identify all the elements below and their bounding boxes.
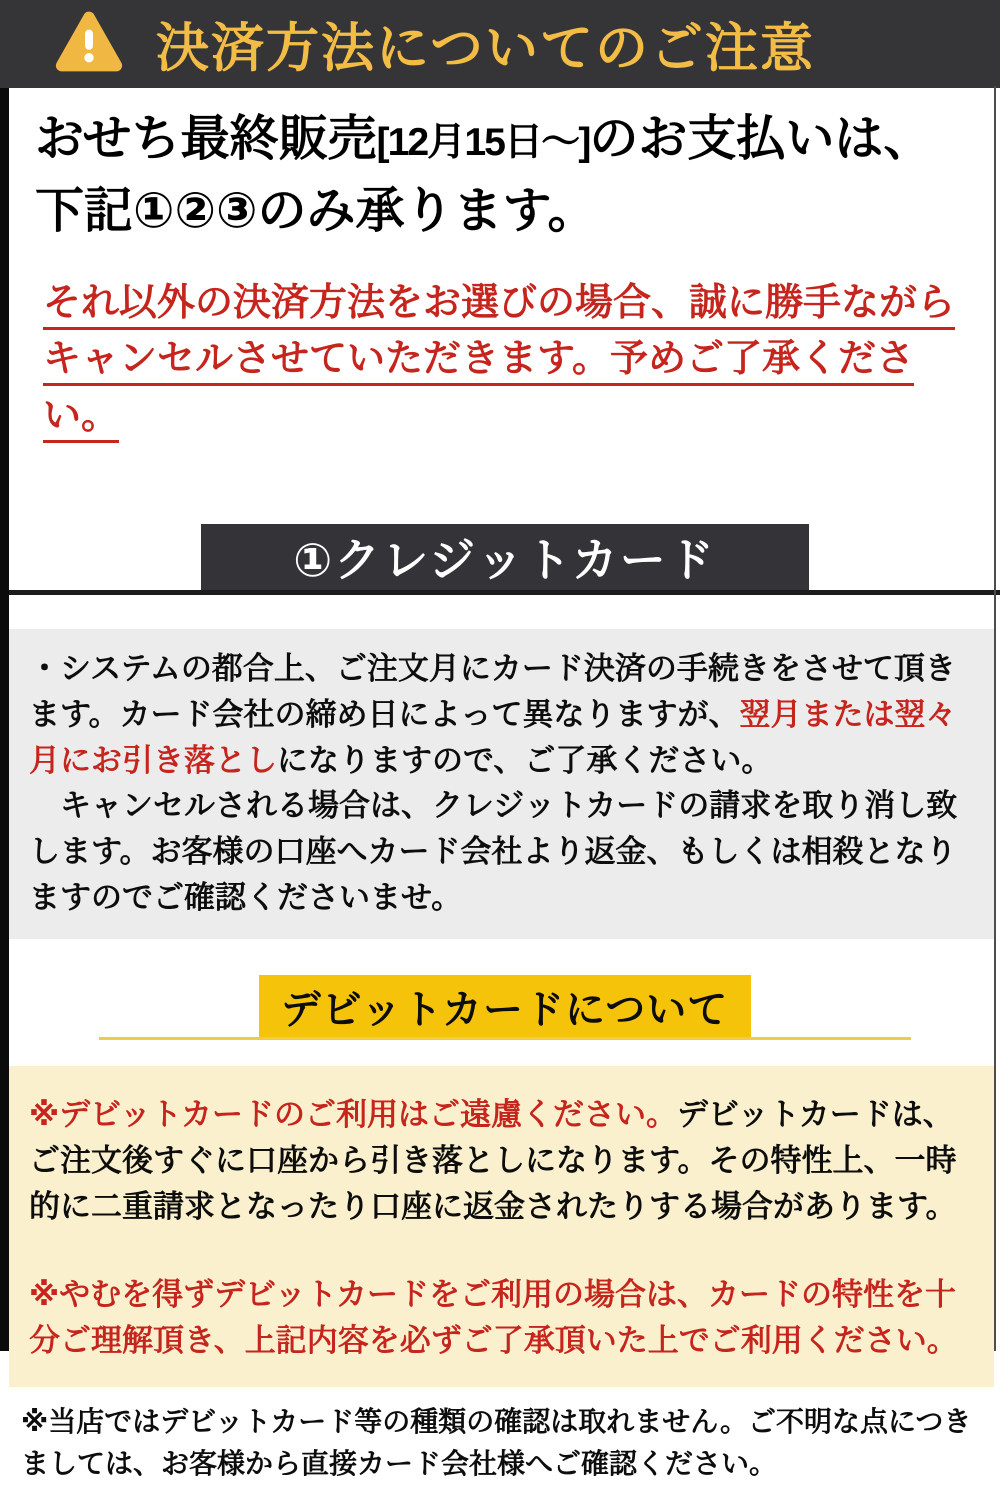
cancel-warning-line1: それ以外の決済方法をお選びの場合、誠に勝手ながら <box>43 282 955 330</box>
credit-card-banner <box>201 524 809 590</box>
intro-text <box>35 104 984 247</box>
page-title: 決済方法についてのご注意 <box>156 19 815 78</box>
credit-card-details-box <box>9 629 994 939</box>
credit-card-section-rule <box>9 524 1000 595</box>
debit-card-section-rule <box>99 975 911 1040</box>
credit-para1-red: 翌月または翌々月にお引き落とし <box>29 696 957 778</box>
debit-para1-red: ※デビットカードのご利用はご遠慮ください。 <box>29 1097 677 1133</box>
debit-card-banner <box>259 975 751 1037</box>
intro-line2: 下記①②③のみ承ります。 <box>35 183 597 238</box>
credit-card-paragraph-2: キャンセルされる場合は、クレジットカードの請求を取り消し致します。お客様の口座へカード会社より返金、もしくは相殺となりますのでご確認くださいませ。 <box>29 788 958 916</box>
credit-para1-black2: になりますので、ご了承ください。 <box>277 742 773 778</box>
notice-header <box>0 0 1000 88</box>
cancel-warning-text <box>43 275 984 444</box>
intro-line1-post: のお支払いは、 <box>589 112 933 166</box>
debit-card-details-box <box>9 1066 994 1387</box>
footer-note: ※当店ではデビットカード等の種類の確認は取れません。ご不明な点につきましては、お客様から直接カード会社様へご確認ください。 <box>21 1406 972 1480</box>
credit-card-paragraph-1 <box>29 646 972 784</box>
debit-card-paragraph-1 <box>29 1092 972 1230</box>
credit-para1-black1: ・システムの都合上、ご注文月にカード決済の手続きをさせて頂きます。カード会社の締め日によって異なりますが、 <box>29 650 956 732</box>
intro-date-bracket: [12月15日〜] <box>376 121 590 164</box>
debit-card-paragraph-2: ※やむを得ずデビットカードをご利用の場合は、カードの特性を十分ご理解頂き、上記内容を必ずご了承頂いた上でご利用ください。 <box>29 1276 958 1358</box>
credit-card-banner-label: ①クレジットカード <box>293 533 716 586</box>
debit-card-banner-label: デビットカードについて <box>280 987 729 1032</box>
cancel-warning-line2: キャンセルさせていただきます。予めご了承ください。 <box>43 338 914 442</box>
debit-para1-black: デビットカードは、ご注文後すぐに口座から引き落としになります。その特性上、一時的に二重請求となったり口座に返金されたりする場合があります。 <box>29 1097 957 1224</box>
intro-line1-pre: おせち最終販売 <box>35 112 377 166</box>
warning-triangle-icon <box>52 8 126 80</box>
